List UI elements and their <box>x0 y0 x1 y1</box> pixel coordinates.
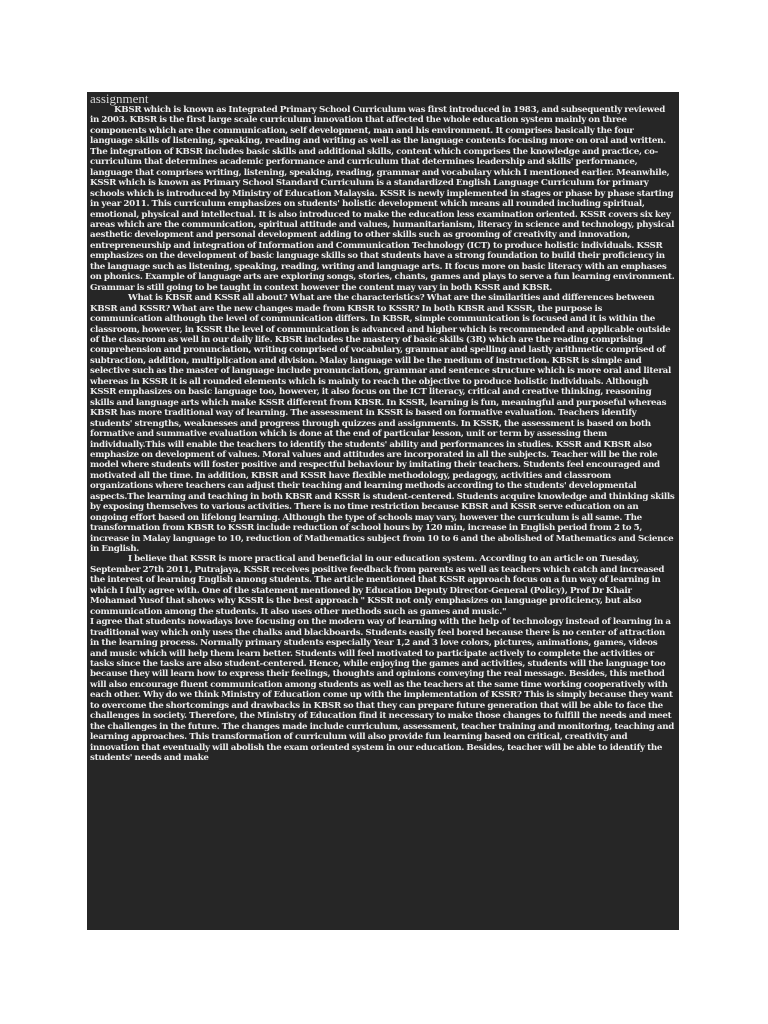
document-heading: assignment <box>90 92 149 106</box>
paragraph-3: I believe that KSSR is more practical and beneficial in our education system. According to an article on Tuesday, September 27th 2011, Putrajaya, KSSR receives positive feedback from parents as well as teachers which catch and increased the interest of learning English among students. The article mentioned that KSSR approach focus on a fun way of learning in which I fully agree with. One of the statement mentioned by Education Deputy Director-General (Policy), Prof Dr Khair Mohamad Yusof that shows why KSSR is the best approach " KSSR not only emphasizes on language proficiency, but also communication among the students. It also uses other methods such as games and music." <box>90 554 665 617</box>
document-image <box>87 92 679 930</box>
paragraph-4: I agree that students nowadays love focusing on the modern way of learning with the help of technology instead of learning in a traditional way which only uses the chalks and blackboards. Students easily feel bored because there is no center of attraction in the learning process. Normally primary students especially Year 1,2 and 3 love colors, pictures, animations, games, videos and music which will help them learn better. Students will feel motivated to participate actively to complete the activities or tasks since the tasks are also student-centered. Hence, while enjoying the games and activities, students will the language too because they will learn how to express their feelings, thoughts and opinions conveying the real message. Besides, this method will also encourage fluent communication among students as well as the teachers at the same time working cooperatively with each other. Why do we think Ministry of Education come up with the implementation of KSSR? This is simply because they want to overcome the shortcomings and drawbacks in KBSR so that they can prepare future generation that will be able to face the challenges in society. Therefore, the Ministry of Education find it necessary to make those changes to fulfill the needs and meet the challenges in the future. The changes made include curriculum, assessment, teacher training and monitoring, teaching and learning approaches. This transformation of curriculum will also provide fun learning based on critical, creativity and innovation that eventually will abolish the exam oriented system in our education. Besides, teacher will be able to identify the students' needs and make <box>90 617 675 764</box>
paragraph-2: What is KBSR and KSSR all about? What are the characteristics? What are the similarities and differences between KBSR and KSSR? What are the new changes made from KBSR to KSSR? In both KBSR and KSSR, the purpose is communication although the level of communication differs. In KBSR, simple communication is focused and it is within the classroom, however, in KSSR the level of communication is advanced and higher which is recommended and applicable outside of the classroom as well in our daily life. KBSR includes the mastery of basic skills (3R) which are the reading comprising comprehension and pronunciation, writing comprised of vocabulary, grammar and spelling and lastly arithmetic comprised of subtraction, addition, multiplication and division. Malay language will be the medium of instruction. KBSR is simple and selective such as the master of language include pronunciation, grammar and sentence structure which is more oral and literal whereas in KSSR it is all rounded elements which is mainly to reach the objective to produce holistic individuals. Although KSSR emphasizes on basic language too, however, it also focus on the ICT literacy, critical and creative thinking, reasoning skills and language arts which make KSSR different from KBSR. In KSSR, learning is fun, meaningful and purposeful whereas KBSR has more traditional way of learning. The assessment in KSSR is based on formative evaluation. Teachers identify students' strengths, weaknesses and progress through quizzes and assignments. In KSSR, the assessment is based on both formative and summative evaluation which is done at the end of particular lesson, unit or term by assessing them individually.This will enable the teachers to identify the students' ability and performances in studies. KSSR and KBSR also emphasize on development of values. Moral values and attitudes are incorporated in all the subjects. Teacher will be the role model where students will foster positive and respectful behaviour by imitating their teachers. Students feel encouraged and motivated all the time. In addition, KBSR and KSSR have flexible methodology, pedagogy, activities and classroom organizations where teachers can adjust their teaching and learning methods according to the students' developmental aspects.The learning and teaching in both KBSR and KSSR is student-centered. Students acquire knowledge and thinking skills by exposing themselves to various activities. There is no time restriction because KBSR and KSSR serve education on an ongoing effort based on lifelong learning. Although the type of schools may vary, however the curriculum is all same. The transformation from KBSR to KSSR include reduction of school hours by 120 min, increase in English period from 2 to 5, increase in Malay language to 10, reduction of Mathematics subject from 10 to 6 and the abolished of Mathematics and Science in English. <box>90 293 675 555</box>
paragraph-1: KBSR which is known as Integrated Primary School Curriculum was first introduced in 1983, and subsequently reviewed in 2003. KBSR is the first large scale curriculum innovation that affected the whole education system mainly on three components which are the communication, self development, man and his environment. It comprises basically the four language skills of listening, speaking, reading and writing as well as the language contents focusing more on oral and written. The integration of KBSR includes basic skills and additional skills, content which comprises the knowledge and practice, co-curriculum that determines academic performance and curriculum that determines leadership and skills' performance, language that comprises writing, listening, speaking, reading, grammar and vocabulary which I mentioned earlier. Meanwhile, KSSR which is known as Primary School Standard Curriculum is a standardized English Language Curriculum for primary schools which is introduced by Ministry of Education Malaysia. KSSR is newly implemented in stages or phase by phase starting in year 2011. This curriculum emphasizes on students' holistic development which means all rounded including spiritual, emotional, physical and intellectual. It is also introduced to make the education less examination oriented. KSSR covers six key areas which are the communication, spiritual attitude and values, humanitarianism, literacy in science and technology, physical aesthetic development and personal development adding to other skills such as grooming of creativity and innovation, entrepreneurship and integration of Information and Communication Technology (ICT) to produce holistic individuals. KSSR emphasizes on the development of basic language skills so that students have a strong foundation to build their proficiency in the language such as listening, speaking, reading, writing and language arts. It focus more on basic literacy with an emphases on phonics. Example of language arts are exploring songs, stories, chants, games and plays to serve a fun learning environment. Grammar is still going to be taught in context however the content may vary in both KSSR and KBSR. <box>90 105 675 293</box>
